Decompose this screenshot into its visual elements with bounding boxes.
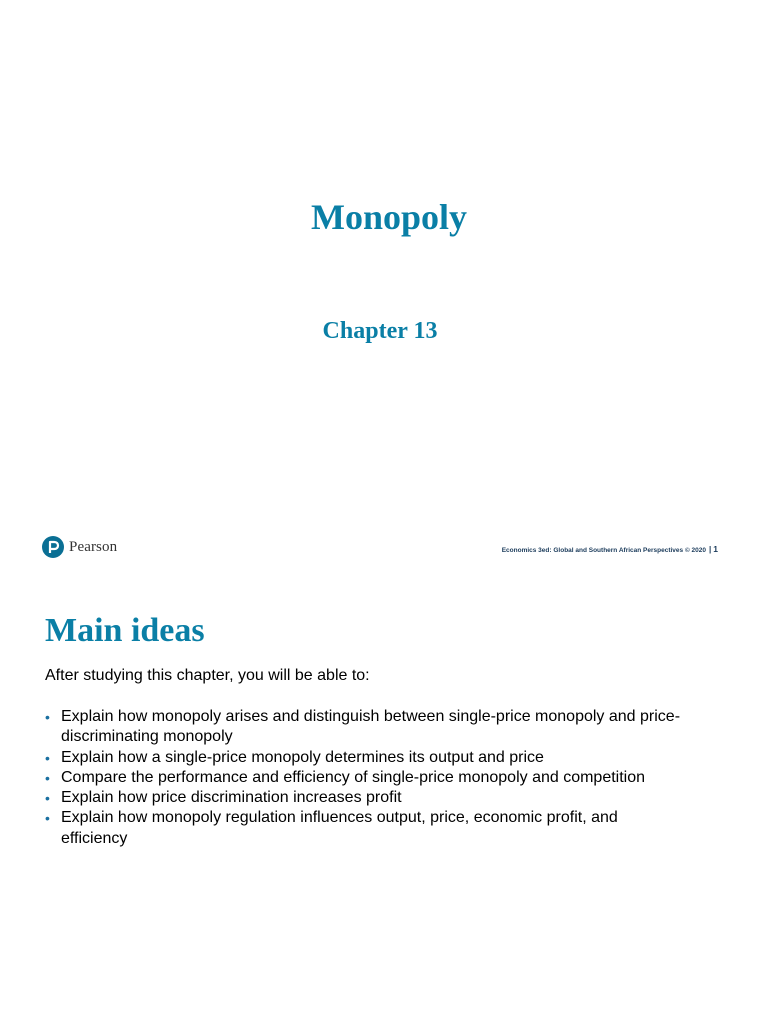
- footer-citation: Economics 3ed: Global and Southern African Perspectives © 2020: [501, 547, 707, 554]
- bullet-icon: •: [45, 709, 50, 725]
- bullet-item: [45, 748, 685, 768]
- pearson-logo: [42, 535, 117, 559]
- bullet-icon: •: [45, 790, 50, 807]
- slide-title: Monopoly: [310, 197, 468, 237]
- logo-text: Pearson: [69, 538, 118, 555]
- pearson-logo-icon: [42, 536, 64, 558]
- slide-footer: [502, 544, 718, 554]
- bullet-text: Explain how monopoly regulation influences output, price, economic profit, and efficiency: [61, 809, 618, 847]
- slide-heading: Main ideas: [45, 612, 205, 649]
- bullet-item: [45, 808, 685, 849]
- bullet-item: [45, 707, 685, 748]
- page-number: 1: [713, 544, 718, 554]
- bullet-text: Explain how a single-price monopoly determines its output and price: [61, 748, 544, 766]
- footer-separator: |: [709, 545, 712, 554]
- bullet-text: Explain how monopoly arises and distinguish between single-price monopoly and price-discriminating monopoly: [61, 708, 681, 746]
- bullet-item: [45, 768, 685, 788]
- main-ideas-slide: [0, 576, 768, 1024]
- bullet-icon: •: [45, 749, 50, 766]
- bullet-icon: •: [45, 769, 50, 786]
- bullet-text: Explain how price discrimination increases profit: [61, 789, 402, 807]
- bullet-list: [45, 707, 685, 849]
- bullet-icon: •: [45, 810, 50, 827]
- intro-text: After studying this chapter, you will be able to:: [45, 667, 370, 684]
- chapter-subtitle: Chapter 13: [322, 318, 438, 344]
- bullet-item: [45, 788, 685, 808]
- bullet-text: Compare the performance and efficiency of single-price monopoly and competition: [61, 768, 646, 786]
